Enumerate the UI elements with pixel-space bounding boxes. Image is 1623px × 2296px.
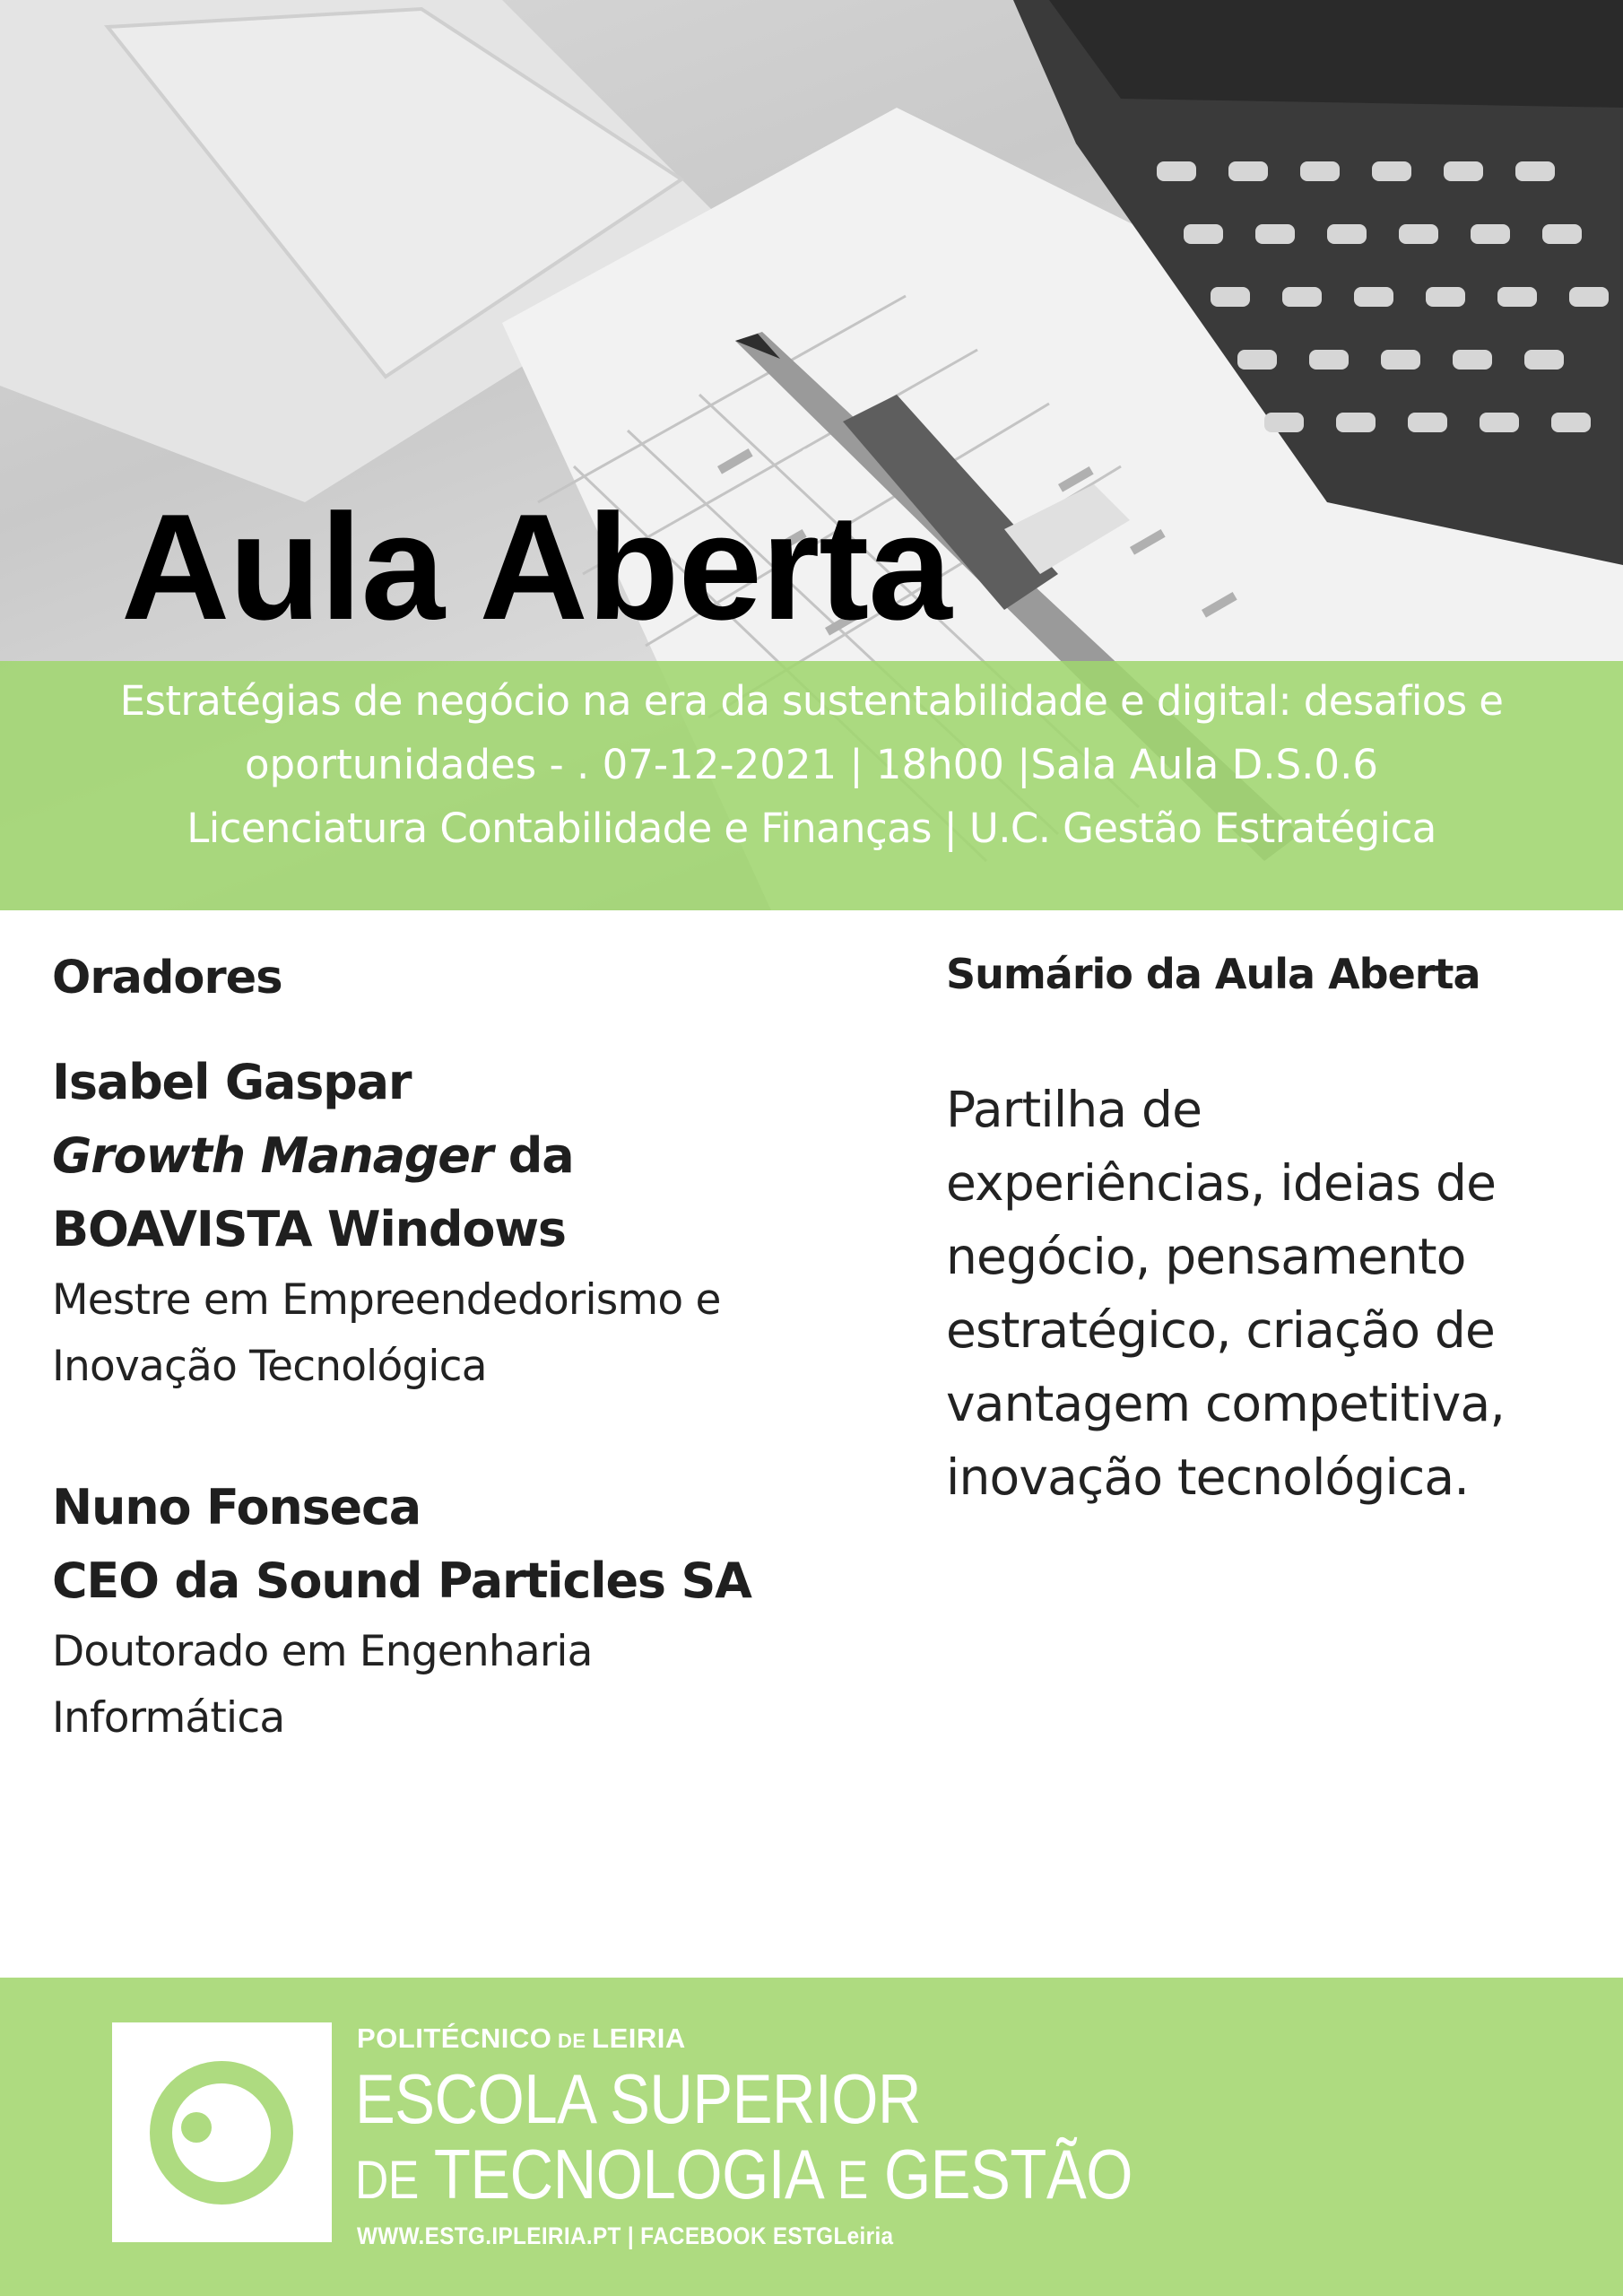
school-name-part: E: [837, 2150, 868, 2210]
school-name-part: TECNOLOGIA: [418, 2135, 838, 2213]
event-date-line: oportunidades - . 07-12-2021 | 18h00 |Sala Aula D.S.0.6: [245, 741, 1378, 788]
institution-part: DE: [551, 2030, 593, 2052]
stray-letter: s: [801, 439, 814, 469]
institution-part: LEIRIA: [592, 2022, 686, 2054]
speaker-role-italic: Growth Manager: [52, 1127, 493, 1184]
summary-line: estratégico, criação de: [946, 1301, 1496, 1359]
logo-eye-icon: [112, 2022, 332, 2242]
school-name-part: GESTÃO: [867, 2135, 1133, 2213]
poster-title: Aula Aberta: [121, 483, 951, 651]
institution-part: POLITÉCNICO: [357, 2022, 552, 2054]
school-name-line1: ESCOLA SUPERIOR: [355, 2059, 922, 2138]
summary-line: experiências, ideias de: [946, 1154, 1497, 1212]
speaker-role: [52, 1127, 574, 1184]
speaker-description: Informática: [52, 1693, 285, 1743]
speaker-name: Nuno Fonseca: [52, 1479, 421, 1535]
summary-line: inovação tecnológica.: [946, 1448, 1470, 1506]
event-banner: [0, 661, 1623, 910]
speakers-heading: Oradores: [52, 952, 282, 1004]
calculator-display: [1049, 0, 1623, 108]
speaker-description: Inovação Tecnológica: [52, 1342, 487, 1391]
event-course-line: Licenciatura Contabilidade e Finanças | U.C. Gestão Estratégica: [187, 804, 1436, 852]
school-name-line2: [355, 2135, 1133, 2213]
estg-eye-logo-icon: [112, 2022, 332, 2242]
website-link[interactable]: WWW.ESTG.IPLEIRIA.PT: [357, 2222, 621, 2249]
speaker-description: Doutorado em Engenharia: [52, 1627, 593, 1676]
facebook-link[interactable]: FACEBOOK ESTGLeiria: [640, 2222, 894, 2249]
footer: [0, 1978, 1623, 2296]
speaker-description: Mestre em Empreendedorismo e: [52, 1275, 721, 1325]
summary-line: Partilha de: [946, 1081, 1202, 1138]
speaker-role-rest: da: [492, 1127, 574, 1184]
event-topic-line: Estratégias de negócio na era da sustentabilidade e digital: desafios e: [119, 677, 1504, 725]
institution-name: [357, 2024, 686, 2052]
link-separator: |: [621, 2222, 641, 2249]
speaker-role: CEO da Sound Particles SA: [52, 1552, 751, 1609]
school-name-part: DE: [355, 2150, 419, 2210]
speaker-name: Isabel Gaspar: [52, 1054, 412, 1110]
summary-line: vantagem competitiva,: [946, 1375, 1506, 1432]
footer-links: [357, 2224, 893, 2248]
summary-heading: Sumário da Aula Aberta: [946, 950, 1480, 998]
summary-line: negócio, pensamento: [946, 1228, 1466, 1285]
speaker-organization: BOAVISTA Windows: [52, 1201, 566, 1257]
